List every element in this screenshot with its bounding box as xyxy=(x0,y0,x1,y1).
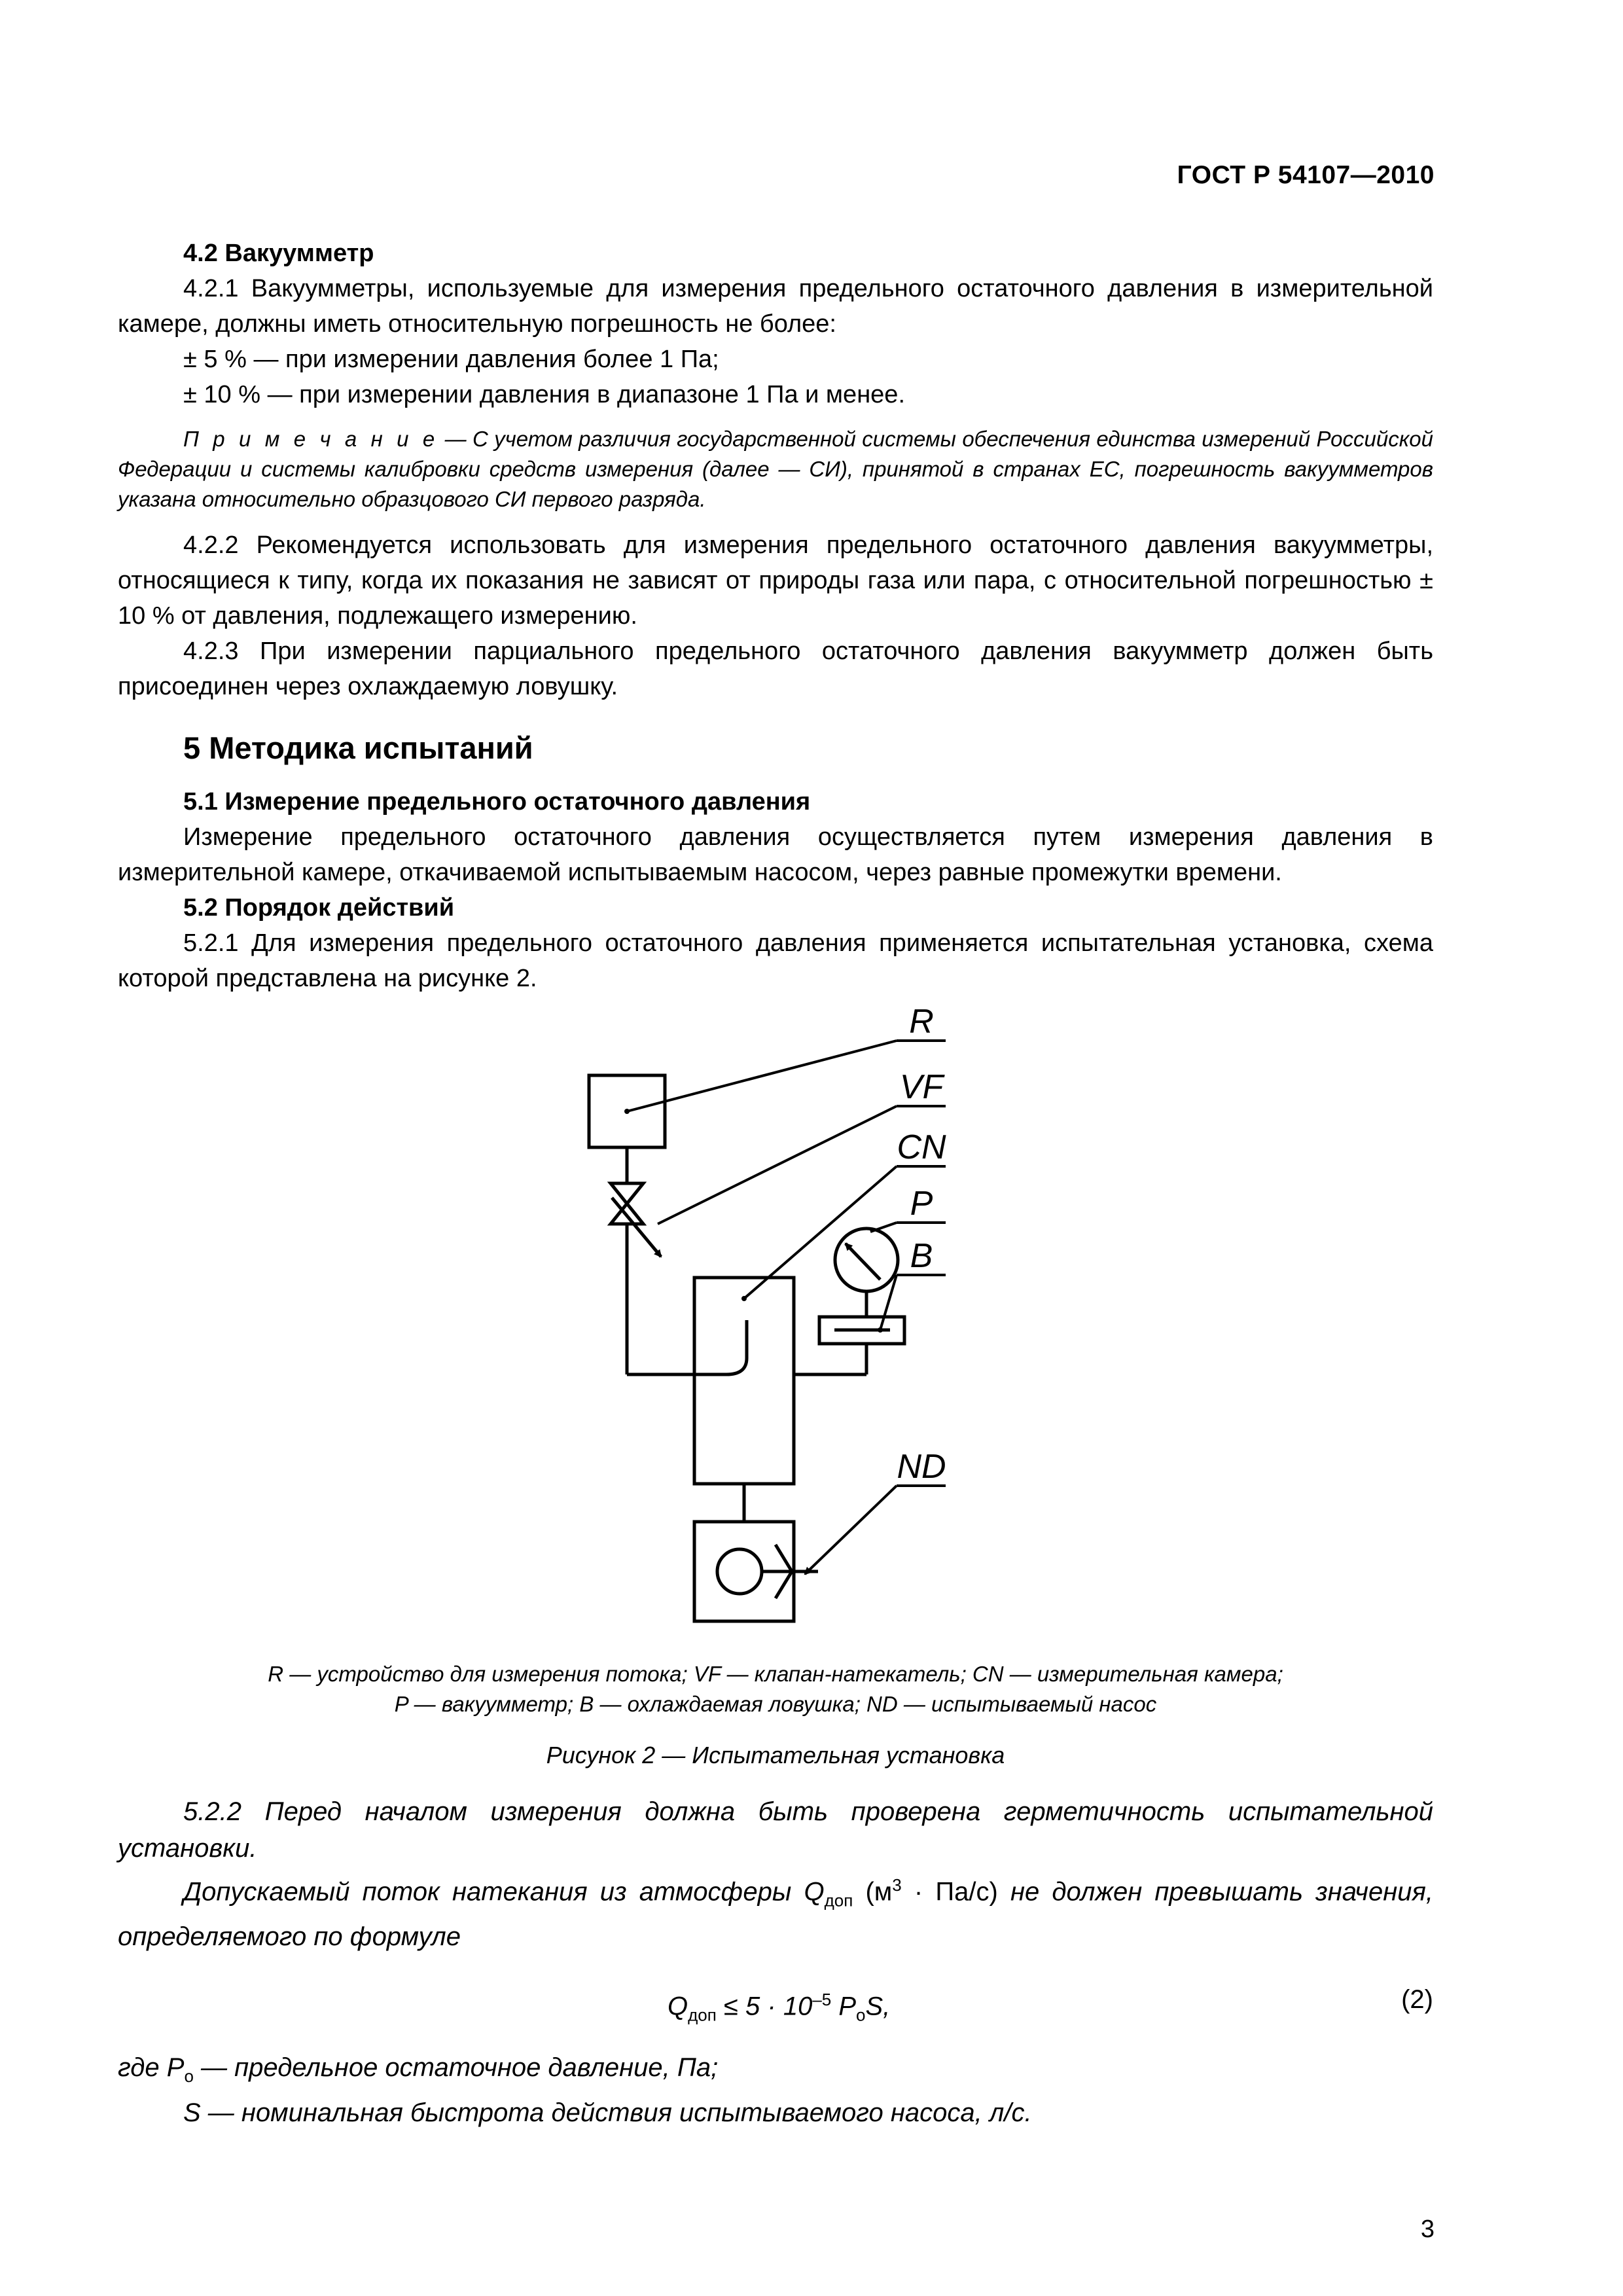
paragraph-5-2-2: 5.2.2 Перед началом измерения должна быть проверена герметичность испытательной установки. xyxy=(118,1797,1433,1863)
label-vf: VF xyxy=(899,1068,944,1106)
unit-text: · Па/с) xyxy=(901,1877,998,1907)
label-b: B xyxy=(910,1237,933,1275)
pump-rotor xyxy=(717,1549,762,1594)
section-5-1-heading: 5.1 Измерение предельного остаточного давления xyxy=(183,788,811,816)
subscript: доп xyxy=(688,2005,717,2025)
formula-part: ≤ 5 · 10 xyxy=(716,1992,813,2021)
label-r: R xyxy=(909,1003,934,1041)
text-span: Допускаемый поток натекания из атмосферы Q xyxy=(183,1877,825,1907)
list-item: ± 10 % — при измерении давления в диапазоне 1 Па и менее. xyxy=(183,381,906,408)
section-4-2-heading: 4.2 Вакуумметр xyxy=(183,240,374,267)
text-span: где P xyxy=(118,2053,185,2083)
legend-line: P — вакуумметр; B — охлаждаемая ловушка; ND — испытываемый насос xyxy=(394,1692,1157,1716)
paragraph-4-2-2: 4.2.2 Рекомендуется использовать для измерения предельного остаточного давления вакуумметры, относящиеся к типу, когда их показания не зависят от природы газа или пара, с относительной погрешностью ± 10 % от давления, подлежащего измерению. xyxy=(118,531,1433,630)
paragraph-4-2-3: 4.2.3 При измерении парциального предельного остаточного давления вакуумметр должен быть присоединен через охлаждаемую ловушку. xyxy=(118,637,1433,700)
legend-line: R — устройство для измерения потока; VF — клапан-натекатель; CN — измерительная камера; xyxy=(268,1662,1283,1686)
list-item: ± 5 % — при измерении давления более 1 Па; xyxy=(183,346,719,373)
chamber-box xyxy=(694,1278,794,1484)
paragraph-5-2-1: 5.2.1 Для измерения предельного остаточного давления применяется испытательная установка, схема которой представлена на рисунке 2. xyxy=(118,929,1433,992)
where-line-1 xyxy=(118,2049,1433,2094)
test-setup-diagram xyxy=(118,982,1433,1636)
note-text: — С учетом различия государственной системы обеспечения единства измерений Российской Федерации и системы калибровки средств измерения (далее — СИ), принятой в странах ЕС, погрешность вакуумметров указана относительно образцового СИ первого разряда. xyxy=(118,427,1433,511)
page-number: 3 xyxy=(1420,2215,1435,2243)
formula xyxy=(668,1981,890,2033)
paragraph-5-1: Измерение предельного остаточного давления осуществляется путем измерения давления в измерительной камере, откачиваемой испытываемым насосом, через равные промежутки времени. xyxy=(118,823,1433,886)
note xyxy=(118,424,1433,514)
label-cn: CN xyxy=(897,1128,946,1166)
where-line-2: S — номинальная быстрота действия испытываемого насоса, л/с. xyxy=(183,2098,1032,2128)
figure-caption: Рисунок 2 — Испытательная установка xyxy=(546,1742,1005,1768)
section-5-heading: 5 Методика испытаний xyxy=(183,730,533,765)
formula-part: S, xyxy=(865,1992,891,2021)
label-nd: ND xyxy=(897,1448,946,1486)
label-p: P xyxy=(910,1185,933,1223)
section-5-2-2 xyxy=(118,1793,1433,2131)
equation-number: (2) xyxy=(1401,1985,1433,2015)
subscript: доп xyxy=(824,1890,853,1910)
formula-row xyxy=(118,1981,1433,2027)
note-label: П р и м е ч а н и е xyxy=(183,427,439,451)
text-span: — предельное остаточное давление, Па; xyxy=(193,2053,719,2083)
section-5-2-heading: 5.2 Порядок действий xyxy=(183,894,455,922)
formula-part: Q xyxy=(668,1992,688,2021)
formula-part: P xyxy=(831,1992,857,2021)
vacuum-gauge xyxy=(835,1229,898,1291)
unit-text: (м xyxy=(853,1877,893,1907)
diagram-svg xyxy=(118,982,1433,1636)
figure-legend xyxy=(118,1659,1433,1719)
superscript: –5 xyxy=(812,1990,832,2010)
text-span: не должен превышать значения, определяемого по формуле xyxy=(118,1877,1433,1952)
standard-code: ГОСТ Р 54107—2010 xyxy=(1177,161,1435,189)
subscript: о xyxy=(856,2005,866,2025)
main-text xyxy=(118,236,1433,996)
subscript: о xyxy=(184,2066,194,2087)
paragraph-4-2-1: 4.2.1 Вакуумметры, используемые для измерения предельного остаточного давления в измерительной камере, должны иметь относительную погрешность не более: xyxy=(118,275,1433,338)
superscript: 3 xyxy=(892,1875,902,1895)
paragraph-flow-limit xyxy=(118,1867,1433,1955)
